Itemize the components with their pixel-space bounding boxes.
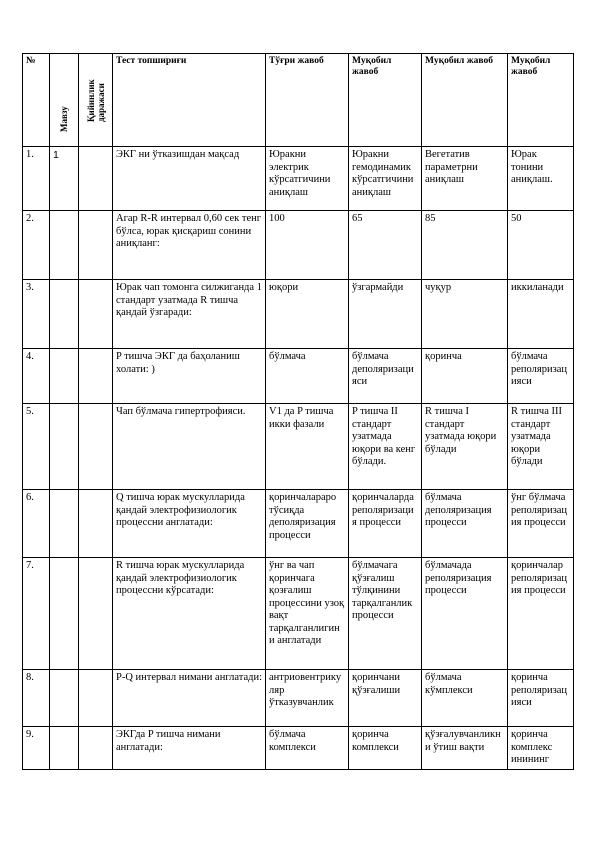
row-num: 3. xyxy=(23,280,50,349)
header-topic xyxy=(50,54,79,147)
row-num: 6. xyxy=(23,490,50,558)
header-task: Тест топшириғи xyxy=(113,54,266,147)
header-alt2: Муқобил жавоб xyxy=(422,54,508,147)
row-alt1: P тишча II стандарт узатмада юқори ва кенг бўлади. xyxy=(349,404,422,490)
row-alt1: қоринчани қўзғалиши xyxy=(349,670,422,727)
row-alt3: ўнг бўлмача реполяризация процесси xyxy=(508,490,574,558)
row-correct: қоринчаларaро тўсиқда деполяризация процесси xyxy=(266,490,349,558)
row-level xyxy=(79,727,113,770)
row-num: 1. xyxy=(23,147,50,211)
row-alt2: 85 xyxy=(422,211,508,280)
row-level xyxy=(79,490,113,558)
row-topic xyxy=(50,404,79,490)
header-correct: Тўғри жавоб xyxy=(266,54,349,147)
row-correct: бўлмача комплекси xyxy=(266,727,349,770)
row-alt2: қўзғалувчанликни ўтиш вақти xyxy=(422,727,508,770)
row-alt3: бўлмача реполяризацияси xyxy=(508,349,574,404)
row-task: ЭКГ ни ўтказишдан мақсад xyxy=(113,147,266,211)
row-alt1: Юракни гемодинамик кўрсатгичини аниқлаш xyxy=(349,147,422,211)
row-num: 5. xyxy=(23,404,50,490)
row-level xyxy=(79,280,113,349)
row-num: 7. xyxy=(23,558,50,670)
row-level xyxy=(79,147,113,211)
header-alt1: Муқобил жавоб xyxy=(349,54,422,147)
row-alt2: Вегетатив параметрни аниқлаш xyxy=(422,147,508,211)
header-difficulty-label: Қийинлик даражаси xyxy=(85,79,106,122)
row-alt2: бўлмача кўмплекси xyxy=(422,670,508,727)
row-alt1: 65 xyxy=(349,211,422,280)
row-alt3: қоринча комплекс инининг xyxy=(508,727,574,770)
row-alt2: R тишча I стандарт узатмада юқори бўлади xyxy=(422,404,508,490)
table-row xyxy=(23,280,574,349)
row-task: Агар R-R интервал 0,60 сек тенг бўлса, юрак қисқариш сонини аниқланг: xyxy=(113,211,266,280)
row-correct: ўнг ва чап қоринчага қозғалиш процессини узоқ вақт тарқалганлигини англатади xyxy=(266,558,349,670)
row-level xyxy=(79,670,113,727)
header-num: № xyxy=(23,54,50,147)
row-num: 9. xyxy=(23,727,50,770)
header-topic-label: Мавзу xyxy=(59,106,69,132)
table-row xyxy=(23,490,574,558)
row-correct: юқори xyxy=(266,280,349,349)
row-task: P тишча ЭКГ да баҳоланиш холати: ) xyxy=(113,349,266,404)
row-num: 2. xyxy=(23,211,50,280)
row-task: Чап бўлмача гипертрофияси. xyxy=(113,404,266,490)
row-topic xyxy=(50,558,79,670)
row-alt1: ўзгармайди xyxy=(349,280,422,349)
row-alt3: иккиланади xyxy=(508,280,574,349)
row-alt2: қоринча xyxy=(422,349,508,404)
table-row xyxy=(23,349,574,404)
row-level xyxy=(79,404,113,490)
row-alt3: R тишча III стандарт узатмада юқори бўлади xyxy=(508,404,574,490)
row-task: Юрак чап томонга силжиганда 1 стандарт узатмада R тишча қандай ўзгаради: xyxy=(113,280,266,349)
row-alt3: қоринча реполяризацияси xyxy=(508,670,574,727)
row-alt2: чуқур xyxy=(422,280,508,349)
row-task: Q тишча юрак мускулларида қандай электрофизиологик процессни англатади: xyxy=(113,490,266,558)
row-num: 4. xyxy=(23,349,50,404)
table-row xyxy=(23,727,574,770)
row-topic xyxy=(50,670,79,727)
row-alt3: Юрак тонини аниқлаш. xyxy=(508,147,574,211)
row-topic xyxy=(50,727,79,770)
table-row xyxy=(23,670,574,727)
row-alt1: қоринчаларда реполяризация процесси xyxy=(349,490,422,558)
row-task: R тишча юрак мускулларида қандай электрофизиологик процессни кўрсатади: xyxy=(113,558,266,670)
row-num: 8. xyxy=(23,670,50,727)
row-task: P-Q интервал нимани англатади: xyxy=(113,670,266,727)
row-correct: Юракни электрик кўрсатгичини аниқлаш xyxy=(266,147,349,211)
test-table xyxy=(22,53,574,770)
header-difficulty xyxy=(79,54,113,147)
table-row xyxy=(23,211,574,280)
row-topic xyxy=(50,490,79,558)
row-topic xyxy=(50,280,79,349)
row-alt3: қоринчалар реполяризация процесси xyxy=(508,558,574,670)
row-alt1: қоринча комплекси xyxy=(349,727,422,770)
row-topic xyxy=(50,349,79,404)
table-row xyxy=(23,147,574,211)
row-alt1: бўлмачага қўзғалиш тўлқинини тарқалганлик процесси xyxy=(349,558,422,670)
row-topic: 1 xyxy=(50,147,79,211)
row-level xyxy=(79,211,113,280)
header-row xyxy=(23,54,574,147)
row-alt2: бўлмача деполяризация процесси xyxy=(422,490,508,558)
row-correct: 100 xyxy=(266,211,349,280)
table-row xyxy=(23,404,574,490)
row-alt1: бўлмача деполяризацияси xyxy=(349,349,422,404)
row-alt3: 50 xyxy=(508,211,574,280)
row-topic xyxy=(50,211,79,280)
row-task: ЭКГда P тишча нимани англатади: xyxy=(113,727,266,770)
row-alt2: бўлмачада реполяризация процесси xyxy=(422,558,508,670)
row-correct: бўлмача xyxy=(266,349,349,404)
row-level xyxy=(79,349,113,404)
row-correct: антриовентрикуляр ўтказувчанлик xyxy=(266,670,349,727)
row-level xyxy=(79,558,113,670)
table-row xyxy=(23,558,574,670)
header-alt3: Муқобил жавоб xyxy=(508,54,574,147)
row-correct: V1 да P тишча икки фазали xyxy=(266,404,349,490)
